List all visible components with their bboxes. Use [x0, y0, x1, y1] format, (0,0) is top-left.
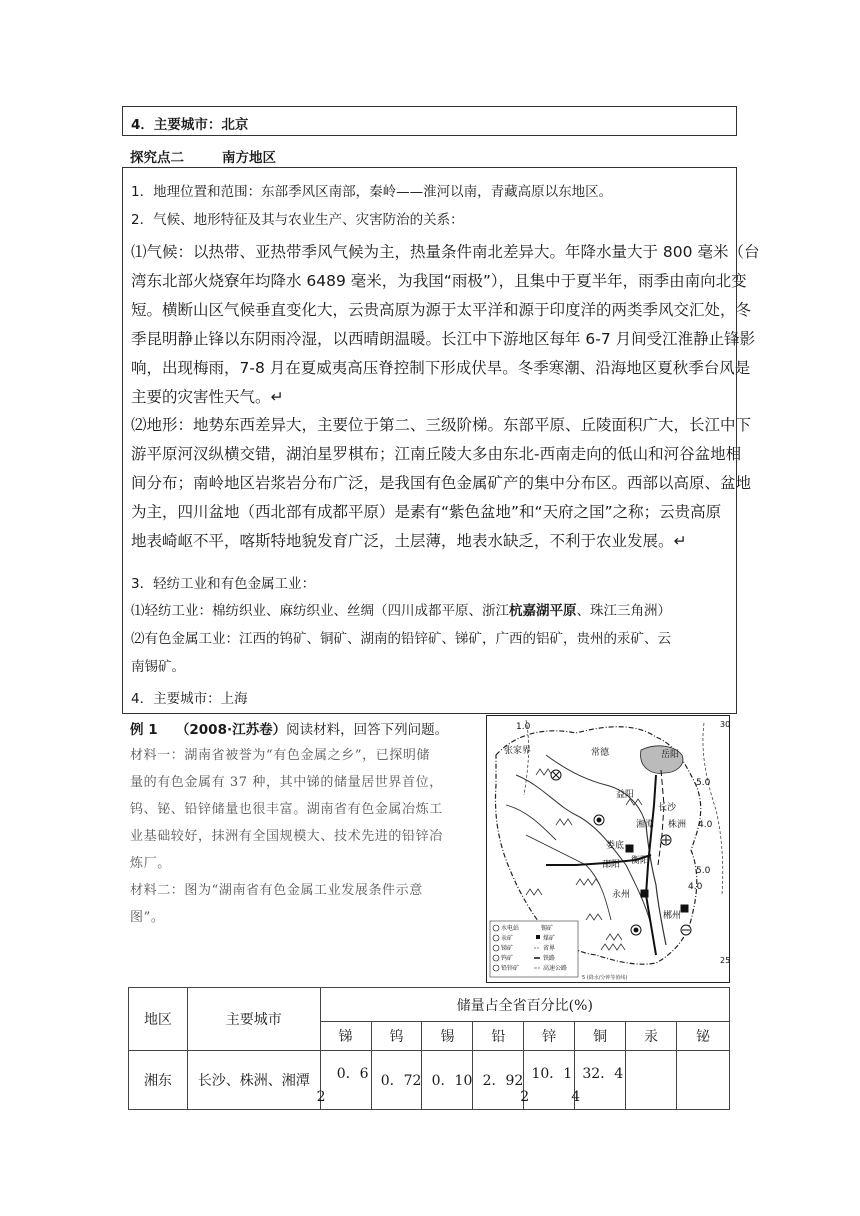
map-number-5: 5.0: [696, 866, 711, 876]
map-city-changde: 常德: [591, 748, 610, 758]
cell-antimony-b: 2: [316, 1089, 326, 1105]
legend-mercury: 汞矿: [501, 935, 514, 942]
map-city-loudi: 娄底: [606, 841, 625, 851]
map-number-3: 4.0: [698, 820, 713, 830]
header-cities: 主要城市: [187, 988, 320, 1051]
map-number-25: 25: [720, 956, 730, 965]
map-city-zhuzhou: 株洲: [668, 820, 687, 830]
cell-zinc-a: 10．1: [531, 1066, 573, 1082]
metal-line-2: 南锡矿。: [131, 659, 185, 675]
legend-railway: 铁路: [543, 955, 556, 962]
map-number-30: 30: [720, 720, 730, 729]
header-region: 地区: [129, 988, 188, 1051]
material-one-line-5: 炼厂。: [130, 856, 171, 871]
header-tin: 锡: [422, 1022, 473, 1051]
textile-pre: ⑴轻纺工业：棉纺织业、麻纺织业、丝绸（四川成都平原、浙江: [131, 603, 509, 619]
climate-line-1: ⑴气候：以热带、亚热带季风气候为主，热量条件南北差异大。年降水量大于 800 毫米（台: [131, 243, 760, 261]
cell-copper-a: 32．4: [582, 1066, 624, 1082]
climate-line-2: 湾东北部火烧寮年均降水 6489 毫米，为我国“雨极”），且集中于夏半年，雨季由南向北变: [131, 272, 747, 290]
material-two-line-1: 材料二：图为“湖南省有色金属工业发展条件示意: [130, 883, 423, 898]
example-label: 例 1: [130, 722, 158, 738]
textile-post: 、珠江三角洲）: [576, 603, 671, 619]
header-tungsten: 钨: [371, 1022, 422, 1051]
example-heading: [130, 718, 448, 738]
map-city-chenzhou: 郴州: [663, 911, 682, 921]
legend-lead-zinc: 铅锌矿: [501, 965, 520, 972]
terrain-line-5: 地表崎岖不平，喀斯特地貌发育广泛，土层薄，地表水缺乏，不利于农业发展。↵: [131, 532, 687, 550]
map-city-yueyang: 岳阳: [661, 750, 680, 760]
explore-title: 南方地区: [222, 150, 276, 166]
header-bismuth: 铋: [677, 1022, 730, 1051]
legend-tin: 锡矿: [541, 925, 554, 932]
cell-copper: [571, 1051, 626, 1110]
main-city-beijing: 4．主要城市：北京: [131, 117, 249, 133]
cell-zinc: [520, 1051, 575, 1110]
map-city-hengyang: 衡阳: [631, 856, 650, 866]
legend-antimony: 锑矿: [501, 945, 514, 952]
map-city-xiangtan: 湘潭: [636, 820, 655, 830]
material-one-line-3: 钨、铋、铅锌储量也很丰富。湖南省有色金属冶炼工: [130, 802, 443, 817]
climate-line-5: 响，出现梅雨，7-8 月在夏威夷高压脊控制下形成伏旱。冬季寒潮、沿海地区夏秋季台风是: [131, 359, 751, 377]
terrain-line-4: 为主，四川盆地（西北部有成都平原）是素有“紫色盆地”和“天府之国”之称；云贵高原: [131, 503, 722, 521]
cell-cities: 长沙、株洲、湘潭: [187, 1051, 320, 1110]
map-number-4: 4.0: [688, 882, 703, 892]
map-number-1: 1.0: [516, 722, 531, 732]
map-city-zhangjiajie: 张家界: [504, 746, 532, 756]
header-copper: 铜: [575, 1022, 626, 1051]
material-two-line-2: 图”。: [130, 910, 165, 925]
hunan-map: [486, 715, 730, 983]
cell-zinc-b: 2: [520, 1089, 530, 1105]
climate-terrain-heading: 2．气候、地形特征及其与农业生产、灾害防治的关系：: [131, 212, 464, 228]
map-city-shaoyang: 邵阳: [602, 860, 621, 870]
header-zinc: 锌: [524, 1022, 575, 1051]
main-city-box: [122, 106, 737, 136]
cell-lead: 2．92: [473, 1051, 524, 1110]
climate-line-6: 主要的灾害性天气。↵: [131, 388, 284, 406]
map-city-changsha: 长沙: [658, 803, 677, 813]
cell-mercury: [626, 1051, 677, 1110]
example-instruction: 阅读材料，回答下列问题。: [286, 722, 449, 738]
textile-bold: 杭嘉湖平原: [509, 603, 577, 619]
header-reserve-percent: 储量占全省百分比(%): [320, 988, 729, 1022]
map-city-yongzhou: 永州: [612, 890, 631, 900]
cell-antimony-a: 0．6: [336, 1066, 369, 1082]
map-caption: 5 (降水/分钟等值线): [582, 975, 628, 981]
legend-tungsten: 钨矿: [501, 955, 514, 962]
legend-province-border: 省界: [543, 945, 556, 952]
legend-coal: 煤矿: [543, 935, 556, 942]
location-paragraph: 1．地理位置和范围：东部季风区南部，秦岭——淮河以南，青藏高原以东地区。: [131, 184, 613, 200]
cell-copper-b: 4: [571, 1089, 581, 1105]
cell-tin: 0．10: [422, 1051, 473, 1110]
climate-line-3: 短。横断山区气候垂直变化大，云贵高原为源于太平洋和源于印度洋的两类季风交汇处，冬: [131, 301, 752, 319]
legend-hydropower: 水电站: [501, 925, 520, 932]
header-lead: 铅: [473, 1022, 524, 1051]
terrain-line-1: ⑵地形：地势东西差异大，主要位于第二、三级阶梯。东部平原、丘陵面积广大，长江中下: [131, 416, 752, 434]
cell-tungsten: 0．72: [371, 1051, 422, 1110]
legend-highway: 高速公路: [543, 965, 568, 972]
map-number-2: 5.0: [696, 778, 711, 788]
explore-label: 探究点二: [130, 150, 184, 166]
cell-bismuth: [677, 1051, 730, 1110]
mineral-reserve-table: [128, 987, 730, 1110]
cell-region: 湘东: [129, 1051, 188, 1110]
terrain-line-3: 间分布；南岭地区岩浆岩分布广泛，是我国有色金属矿产的集中分布区。西部以高原、盆地: [131, 474, 752, 492]
example-source: （2008·江苏卷）: [175, 722, 287, 738]
material-one-line-4: 业基础较好，抹洲有全国规模大、技术先进的铅锌冶: [130, 829, 443, 844]
material-one-line-2: 量的有色金属有 37 种，其中锑的储量居世界首位，: [130, 775, 443, 790]
table-row: [129, 1051, 730, 1110]
header-mercury: 汞: [626, 1022, 677, 1051]
terrain-line-2: 游平原河汊纵横交错，湖泊星罗棋布；江南丘陵大多由东北-西南走向的低山和河谷盆地相: [131, 445, 742, 463]
industry-heading: 3．轻纺工业和有色金属工业：: [131, 576, 316, 592]
south-region-box: [122, 167, 760, 714]
metal-line-1: ⑵有色金属工业：江西的钨矿、铜矿、湖南的铅锌矿、锑矿，广西的铝矿，贵州的汞矿、云: [131, 631, 671, 647]
map-city-yiyang: 益阳: [616, 790, 635, 800]
main-city-shanghai: 4．主要城市：上海: [131, 691, 248, 707]
material-one-line-1: 材料一：湖南省被誉为“有色金属之乡”，已探明储: [130, 748, 431, 763]
climate-line-4: 季昆明静止锋以东阴雨冷湿，以西晴朗温暖。长江中下游地区每年 6-7 月间受江淮静止锋影: [131, 330, 756, 348]
header-antimony: 锑: [320, 1022, 371, 1051]
cell-antimony: [316, 1051, 371, 1110]
textile-line: [131, 599, 671, 619]
